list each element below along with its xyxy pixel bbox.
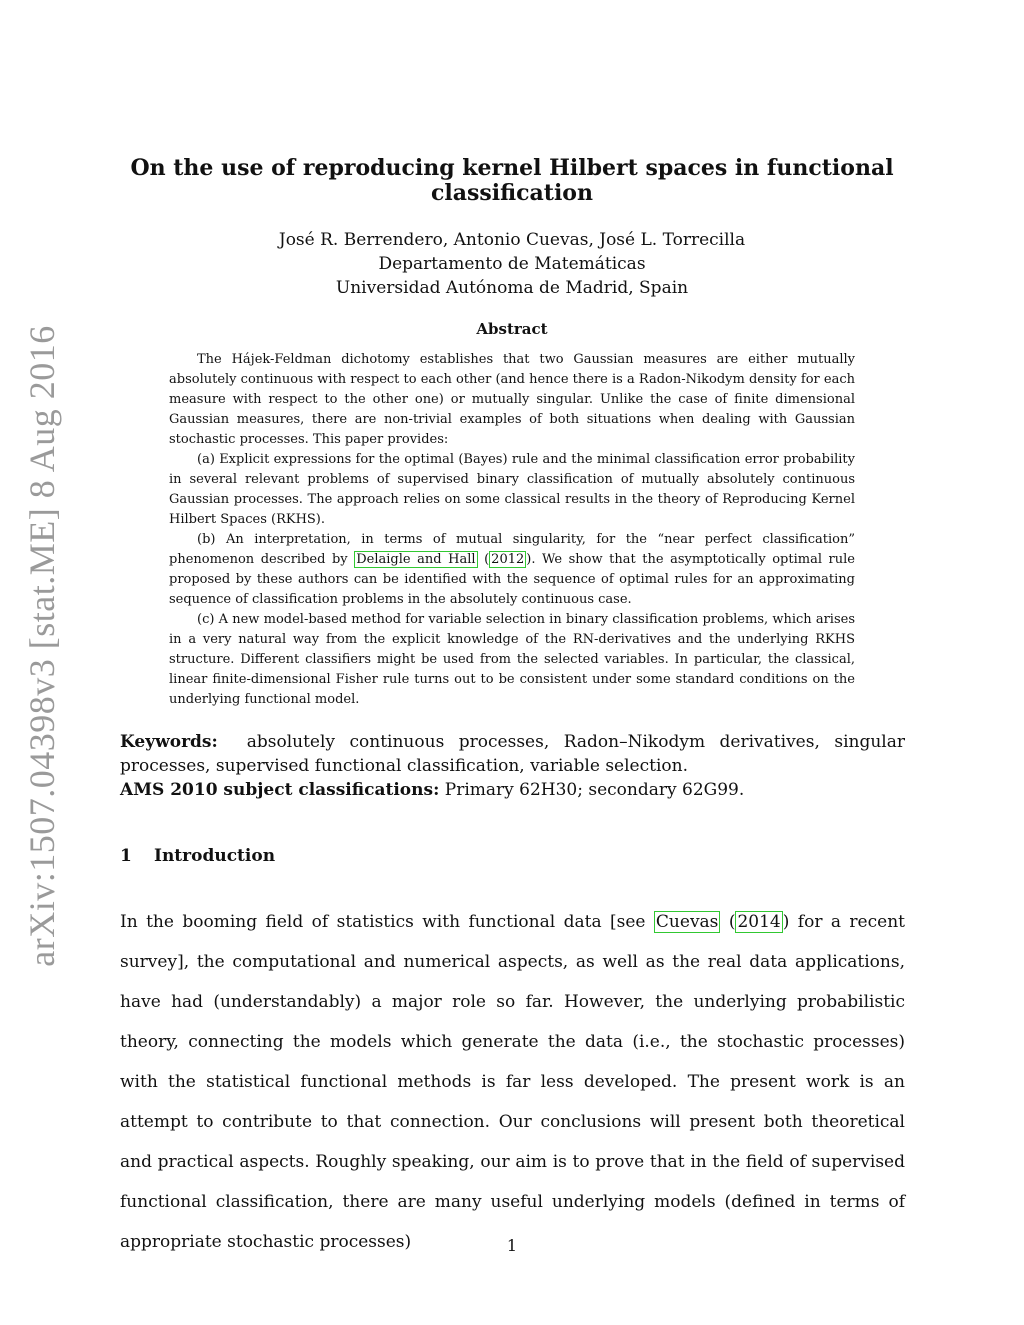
author-block — [120, 228, 904, 300]
citation-open-paren: ( — [477, 552, 490, 567]
paper-title: On the use of reproducing kernel Hilbert spaces in functional classification — [130, 155, 894, 206]
abstract-paragraph-a: (a) Explicit expressions for the optimal (Bayes) rule and the minimal classification error probability in several relevant problems of supervised binary classification of mutually absolutely continuous Gaussian processes. The approach relies on some classical results in the theory of Reproducing Kernel Hilbert Spaces (RKHS). — [169, 452, 855, 527]
ams-classification-line — [120, 778, 905, 802]
author-university: Universidad Autónoma de Madrid, Spain — [335, 278, 689, 298]
abstract-heading: Abstract — [476, 320, 548, 338]
keywords-text: absolutely continuous processes, Radon–Nikodym derivatives, singular processes, supervised functional classification, variable selection. — [120, 732, 905, 776]
citation-link-delaigle-hall[interactable]: Delaigle and Hall — [356, 552, 476, 567]
citation-link-year-2014[interactable]: 2014 — [737, 912, 781, 932]
citation-link-cuevas[interactable]: Cuevas — [655, 912, 719, 932]
abstract-body — [169, 350, 855, 710]
keywords-label: Keywords: — [120, 732, 218, 752]
author-department: Departamento de Matemáticas — [378, 254, 646, 274]
ams-classification-label: AMS 2010 subject classifications: — [120, 780, 440, 800]
intro-cite-open-paren: ( — [720, 912, 736, 932]
abstract-paragraph-b-rest: ). We show that the asymptotically optimal rule proposed by these authors can be identified with the sequence of optimal rules for an approximating sequence of classification problems in the absolutely continuous case. — [169, 552, 855, 607]
arxiv-identifier-stamp: arXiv:1507.04398v3 [stat.ME] 8 Aug 2016 — [22, 325, 62, 967]
intro-text-rest: ) for a recent survey], the computational and numerical aspects, as well as the real data applications, have had (understandably) a major role so far. However, the underlying probabilistic theory, connecting the models which generate the data (i.e., the stochastic processes) with the statistical functional methods is far less developed. The present work is an attempt to contribute to that connection. Our conclusions will present both theoretical and practical aspects. Roughly speaking, our aim is to prove that in the field of supervised functional classification, there are many useful underlying models (defined in terms of appropriate stochastic processes) — [120, 912, 905, 1252]
abstract-paragraph-b — [169, 530, 855, 610]
abstract-paragraph-intro: The Hájek-Feldman dichotomy establishes that two Gaussian measures are either mutually absolutely continuous with respect to each other (and hence there is a Radon-Nikodym density for each measure with respect to the other one) or mutually singular. Unlike the case of finite dimensional Gaussian measures, there are non-trivial examples of both situations when dealing with Gaussian stochastic processes. This paper provides: — [169, 352, 855, 447]
page-number: 1 — [506, 1236, 518, 1255]
keywords-line — [120, 730, 905, 778]
citation-link-year-2012[interactable]: 2012 — [491, 552, 525, 567]
keywords-block — [120, 730, 905, 802]
section-number: 1 — [120, 846, 132, 866]
introduction-paragraph — [120, 902, 905, 1262]
abstract-paragraph-c: (c) A new model-based method for variable selection in binary classification problems, which arises in a very natural way from the explicit knowledge of the RN-derivatives and the underlying RKHS structure. Different classifiers might be used from the selected variables. In particular, the classical, linear finite-dimensional Fisher rule turns out to be consistent under some standard conditions on the underlying functional model. — [169, 612, 855, 707]
abstract-paragraph-b-text: (b) An interpretation, in terms of mutual singularity, for the “near perfect classification” phenomenon described by — [169, 532, 855, 567]
intro-text-start: In the booming field of statistics with functional data [see — [120, 912, 654, 932]
section-title: Introduction — [154, 846, 276, 866]
section-heading-introduction — [120, 846, 275, 866]
author-names: José R. Berrendero, Antonio Cuevas, José L. Torrecilla — [278, 230, 746, 250]
ams-classification-text: Primary 62H30; secondary 62G99. — [444, 780, 745, 800]
